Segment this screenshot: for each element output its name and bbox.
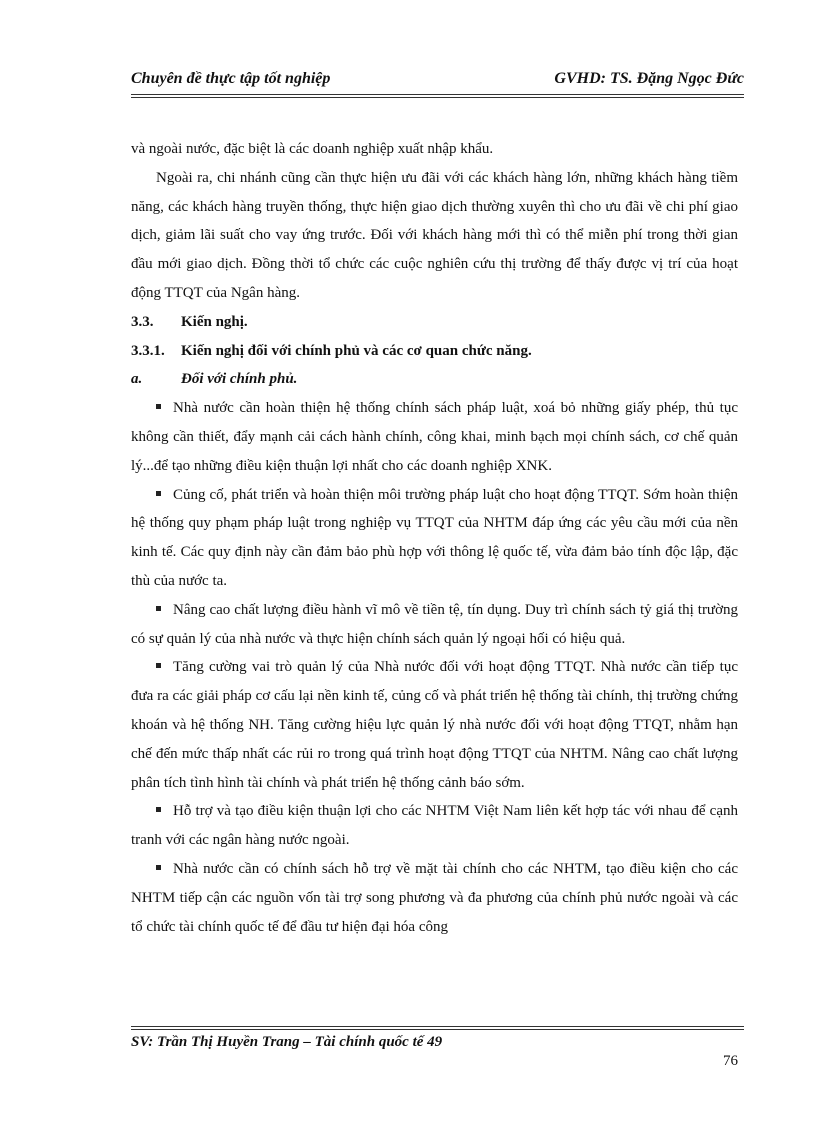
document-body: [131, 135, 738, 941]
heading-text: Kiến nghị đối với chính phủ và các cơ quan chức năng.: [181, 342, 532, 359]
paragraph-branch-incentives: Ngoài ra, chi nhánh cũng cần thực hiện ưu đãi với các khách hàng lớn, những khách hàng tiềm năng, các khách hàng truyền thống, thực hiện giao dịch thường xuyên thì cho ưu đãi về chi phí giao dịch, giảm lãi suất cho vay ứng trước. Đối với khách hàng mới thì có thể miễn phí trong thời gian đầu mới giao dịch. Đồng thời tổ chức các cuộc nghiên cứu thị trường để thấy được vị trí của hoạt động TTQT của Ngân hàng.: [131, 169, 738, 301]
footer-student: SV: Trần Thị Huyền Trang – Tài chính quốc tế 49: [131, 1034, 443, 1050]
header-title: Chuyên đề thực tập tốt nghiệp: [131, 70, 331, 87]
bullet-item: [131, 797, 738, 855]
heading-subsection-a: [131, 365, 738, 394]
bullet-item: [131, 394, 738, 480]
header-rule-bottom: [131, 97, 744, 98]
page-number: 76: [723, 1053, 738, 1069]
header-rule-top: [131, 94, 744, 95]
heading-number: 3.3.: [131, 313, 154, 330]
bullet-item: [131, 481, 738, 596]
square-bullet-icon: [156, 491, 161, 496]
heading-number: 3.3.1.: [131, 342, 165, 359]
paragraph-continuation: và ngoài nước, đặc biệt là các doanh nghiệp xuất nhập khẩu.: [131, 141, 494, 157]
bullet-text: Củng cố, phát triển và hoàn thiện môi trường pháp luật cho hoạt động TTQT. Sớm hoàn thiện hệ thống quy phạm pháp luật trong nghiệp vụ TTQT của NHTM đáp ứng các yêu cầu mới của nền kinh tế. Các quy định này cần đảm bảo phù hợp với thông lệ quốc tế, vừa đảm bảo tính độc lập, đặc thù của nước ta.: [131, 486, 738, 589]
square-bullet-icon: [156, 865, 161, 870]
footer-rule-top: [131, 1026, 744, 1027]
heading-text: Kiến nghị.: [181, 313, 248, 330]
heading-section-3-3: [131, 308, 738, 337]
square-bullet-icon: [156, 404, 161, 409]
square-bullet-icon: [156, 663, 161, 668]
bullet-text: Tăng cường vai trò quản lý của Nhà nước đối với hoạt động TTQT. Nhà nước cần tiếp tục đưa ra các giải pháp cơ cấu lại nền kinh tế, củng cố và phát triển hệ thống tài chính, thị trường chứng khoán và hệ thống NH. Tăng cường hiệu lực quản lý nhà nước đối với hoạt động TTQT, nhằm hạn chế đến mức thấp nhất các rủi ro trong quá trình hoạt động TTQT của NHTM. Nâng cao chất lượng phân tích tình hình tài chính và phát triển hệ thống cảnh báo sớm.: [131, 659, 738, 791]
heading-number: a.: [131, 371, 143, 388]
bullet-item: [131, 855, 738, 941]
bullet-text: Nhà nước cần hoàn thiện hệ thống chính sách pháp luật, xoá bỏ những giấy phép, thủ tục không cần thiết, đẩy mạnh cải cách hành chính, công khai, minh bạch mọi chính sách, cơ chế quản lý...để tạo những điều kiện thuận lợi nhất cho các doanh nghiệp XNK.: [131, 400, 738, 474]
bullet-text: Nhà nước cần có chính sách hỗ trợ về mặt tài chính cho các NHTM, tạo điều kiện cho các NHTM tiếp cận các nguồn vốn tài trợ song phương và đa phương của chính phủ nước ngoài và các tổ chức tài chính quốc tế để đầu tư hiện đại hóa công: [131, 860, 738, 935]
heading-section-3-3-1: [131, 337, 738, 366]
bullet-item: [131, 653, 738, 797]
footer-rule-bottom: [131, 1029, 744, 1030]
header-supervisor: GVHD: TS. Đặng Ngọc Đức: [554, 70, 744, 87]
bullet-text: Hỗ trợ và tạo điều kiện thuận lợi cho các NHTM Việt Nam liên kết hợp tác với nhau để cạnh tranh với các ngân hàng nước ngoài.: [131, 803, 738, 849]
square-bullet-icon: [156, 606, 161, 611]
bullet-text: Nâng cao chất lượng điều hành vĩ mô về tiền tệ, tín dụng. Duy trì chính sách tỷ giá thị trường có sự quản lý của nhà nước và thực hiện chính sách quản lý ngoại hối có hiệu quả.: [131, 601, 738, 647]
bullet-item: [131, 596, 738, 654]
heading-text: Đối với chính phủ.: [181, 371, 298, 388]
page-header: [131, 70, 744, 92]
square-bullet-icon: [156, 807, 161, 812]
